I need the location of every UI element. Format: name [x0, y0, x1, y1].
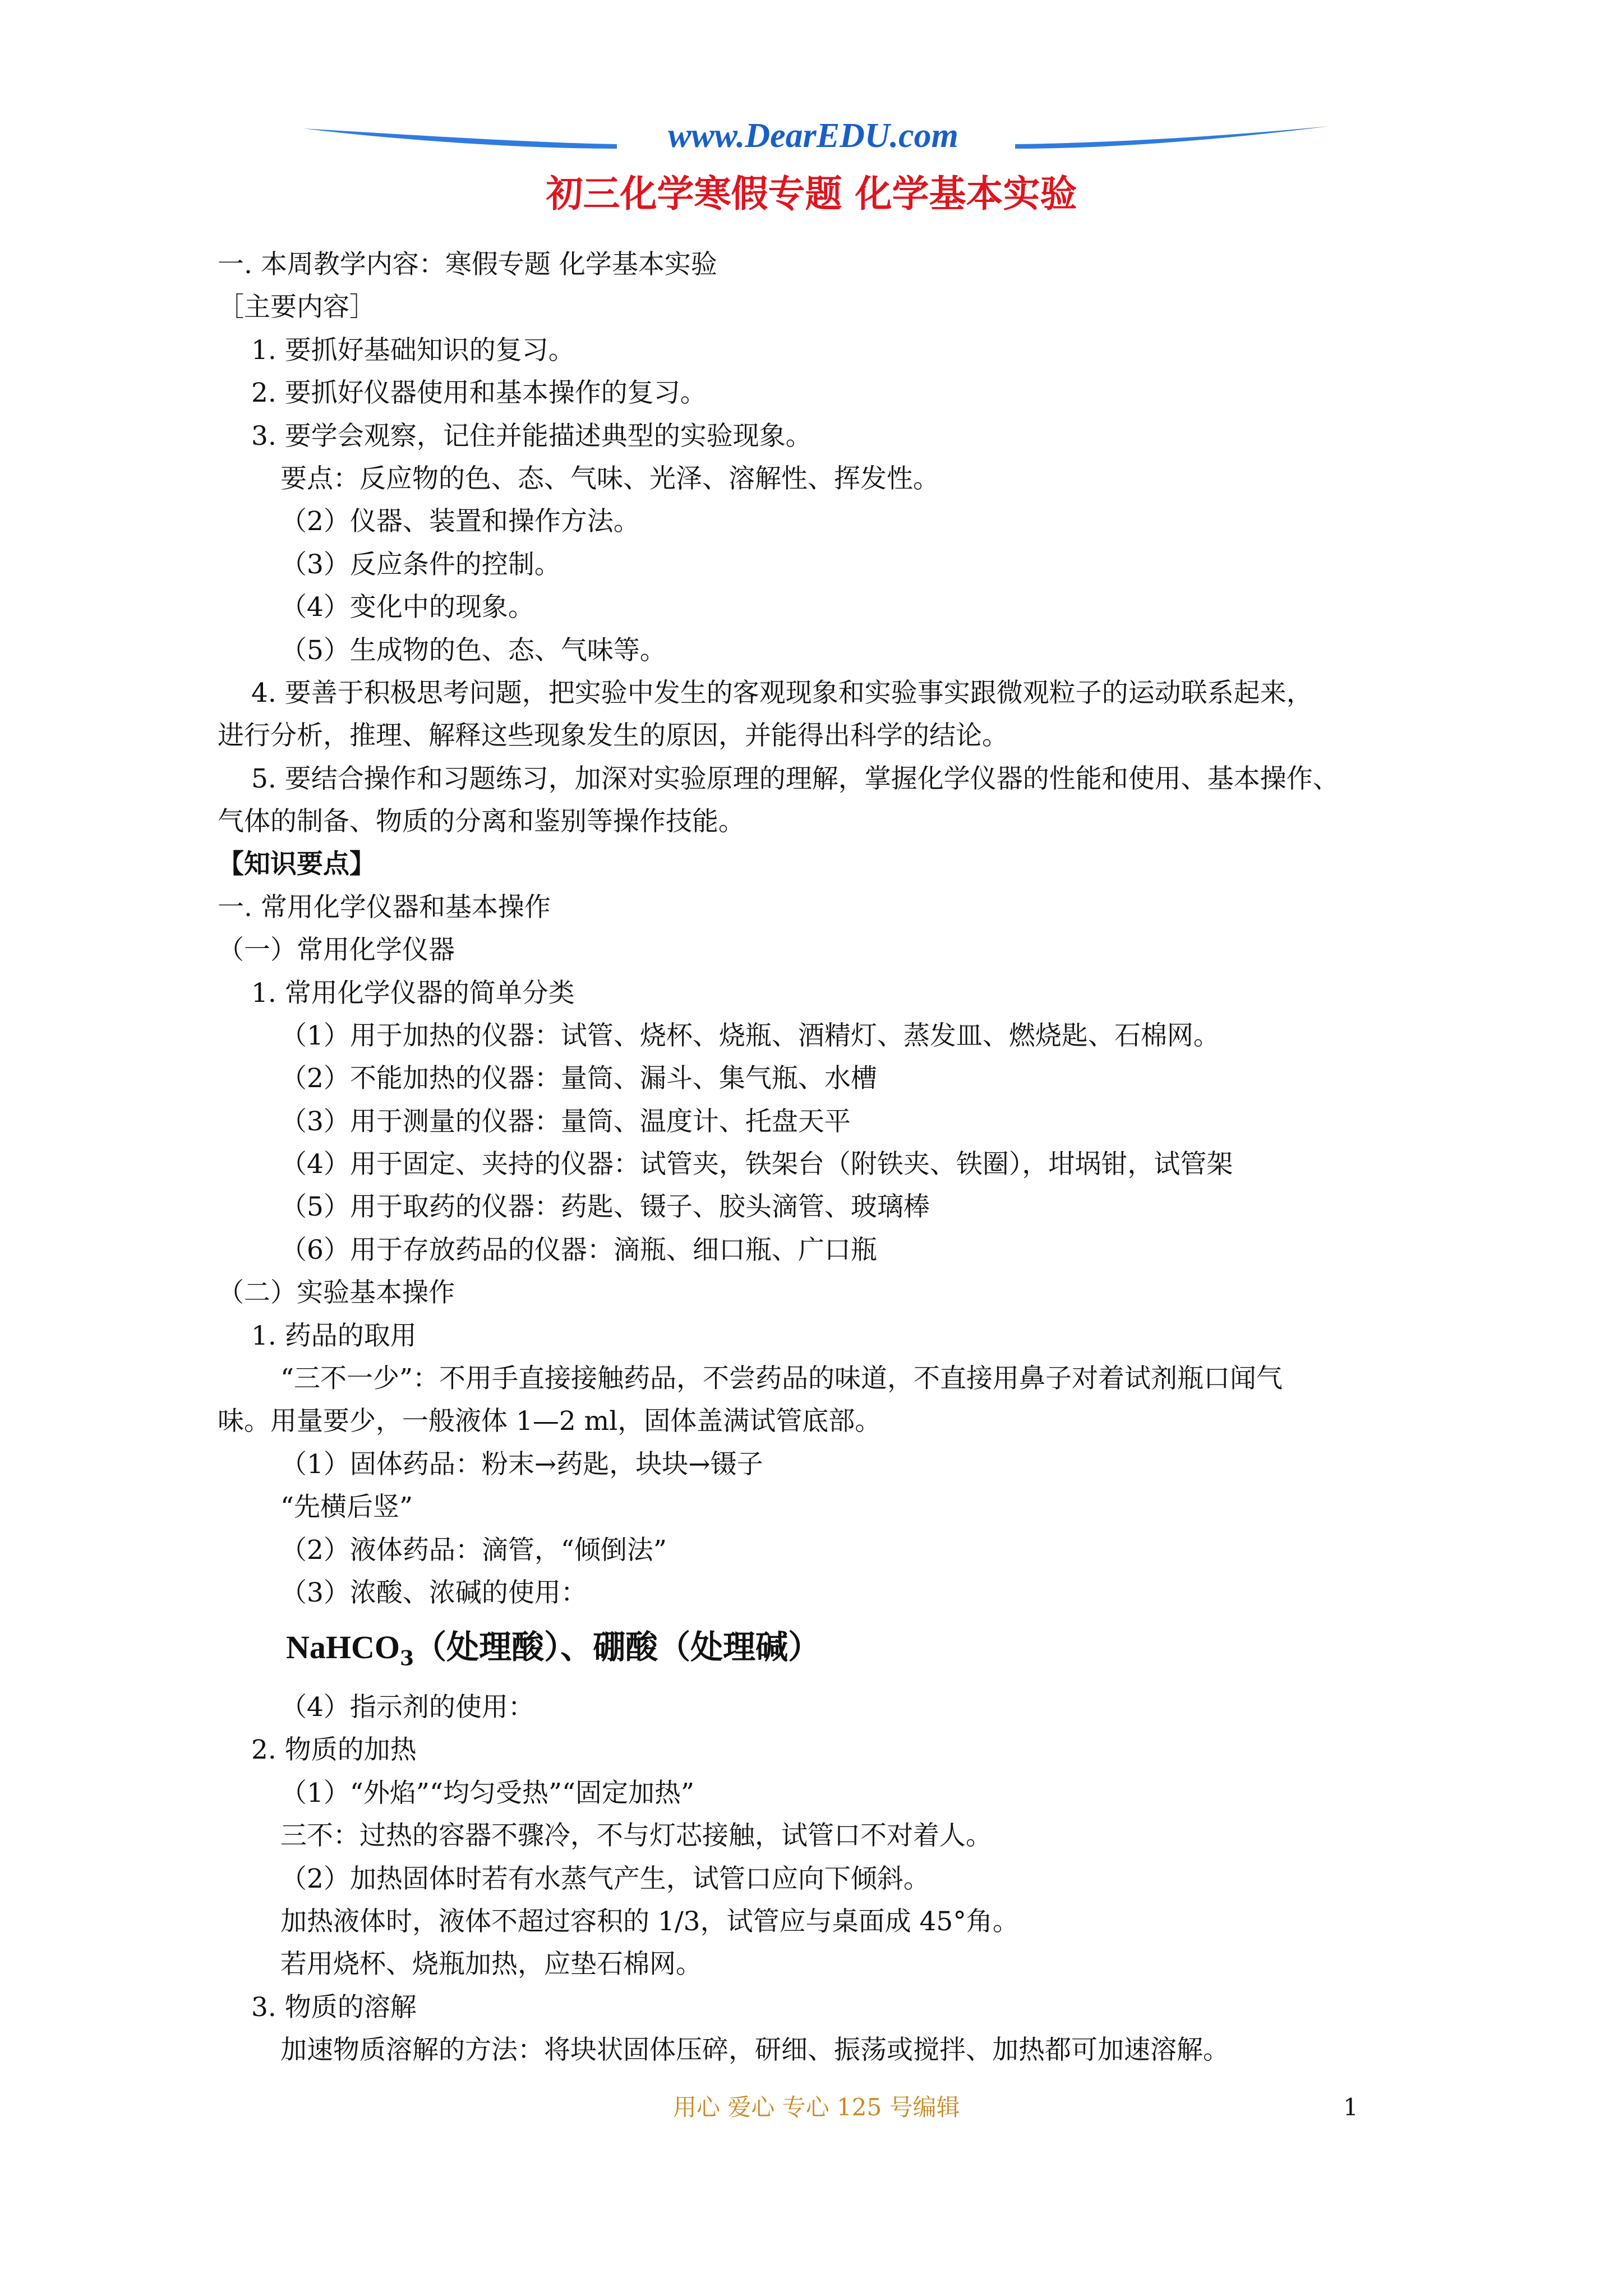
text-line: 1. 药品的取用	[251, 1320, 417, 1351]
text-line: 要点：反应物的色、态、气味、光泽、溶解性、挥发性。	[280, 463, 939, 494]
text-line: 味。用量要少，一般液体 1—2 ml，固体盖满试管底部。	[218, 1406, 882, 1437]
text-line: 5. 要结合操作和习题练习，加深对实验原理的理解，掌握化学仪器的性能和使用、基本操作、	[251, 763, 1339, 794]
text-line: ［主要内容］	[218, 292, 376, 323]
page-number: 1	[1343, 2093, 1358, 2121]
text-line: 1. 要抓好基础知识的复习。	[251, 335, 575, 366]
formula-base: NaHCO	[286, 1629, 400, 1665]
text-line: （2）仪器、装置和操作方法。	[280, 506, 640, 537]
text-line: 2. 物质的加热	[251, 1734, 417, 1765]
text-line: 三不：过热的容器不骤冷，不与灯芯接触，试管口不对着人。	[280, 1820, 992, 1851]
text-line: 2. 要抓好仪器使用和基本操作的复习。	[251, 378, 707, 408]
text-line: （5）生成物的色、态、气味等。	[280, 635, 666, 666]
text-line: 一. 常用化学仪器和基本操作	[218, 892, 551, 923]
formula-subscript: 3	[400, 1646, 414, 1671]
page-title: 初三化学寒假专题 化学基本实验	[546, 172, 1077, 215]
text-line: （5）用于取药的仪器：药匙、镊子、胶头滴管、玻璃棒	[280, 1191, 930, 1222]
text-line: （1）固体药品：粉末→药匙，块块→镊子	[280, 1449, 763, 1480]
footer-text: 用心 爱心 专心 125 号编辑	[673, 2093, 960, 2121]
text-line: （3）反应条件的控制。	[280, 549, 561, 580]
text-line: （4）变化中的现象。	[280, 592, 534, 623]
text-line: 3. 要学会观察，记住并能描述典型的实验现象。	[251, 421, 812, 452]
text-line: （2）不能加热的仪器：量筒、漏斗、集气瓶、水槽	[280, 1063, 877, 1094]
text-line: （3）用于测量的仪器：量筒、温度计、托盘天平	[280, 1106, 851, 1137]
text-line: 气体的制备、物质的分离和鉴别等操作技能。	[218, 806, 745, 837]
text-line: （2）加热固体时若有水蒸气产生，试管口应向下倾斜。	[280, 1864, 930, 1894]
text-line: （二）实验基本操作	[218, 1277, 455, 1308]
text-line: （1）“外焰”“均匀受热”“固定加热”	[280, 1778, 695, 1809]
text-line: （4）指示剂的使用：	[280, 1692, 534, 1723]
text-line: （4）用于固定、夹持的仪器：试管夹，铁架台（附铁夹、铁圈），坩埚钳，试管架	[280, 1149, 1233, 1180]
site-logo: www.DearEDU.com	[668, 117, 958, 155]
chemical-formula	[286, 1625, 820, 1681]
formula-rest: （处理酸）、硼酸（处理碱）	[414, 1628, 821, 1666]
text-line: 4. 要善于积极思考问题，把实验中发生的客观现象和实验事实跟微观粒子的运动联系起来，	[251, 678, 1313, 708]
text-line: “三不一少”：不用手直接接触药品，不尝药品的味道，不直接用鼻子对着试剂瓶口闻气	[280, 1363, 1283, 1394]
text-line: （2）液体药品：滴管，“倾倒法”	[280, 1535, 667, 1566]
text-line: （3）浓酸、浓碱的使用：	[280, 1577, 587, 1608]
text-line: 进行分析，推理、解释这些现象发生的原因，并能得出科学的结论。	[218, 720, 1008, 751]
section-heading: 【知识要点】	[218, 849, 376, 880]
text-line: （6）用于存放药品的仪器：滴瓶、细口瓶、广口瓶	[280, 1235, 877, 1266]
text-line: （一）常用化学仪器	[218, 935, 455, 965]
text-line: 一. 本周教学内容：寒假专题 化学基本实验	[218, 249, 717, 280]
text-line: 1. 常用化学仪器的简单分类	[251, 978, 575, 1009]
text-line: 加速物质溶解的方法：将块状固体压碎，研细、振荡或搅拌、加热都可加速溶解。	[280, 2035, 1229, 2065]
text-line: “先横后竖”	[280, 1492, 413, 1522]
text-line: （1）用于加热的仪器：试管、烧杯、烧瓶、酒精灯、蒸发皿、燃烧匙、石棉网。	[280, 1020, 1220, 1051]
text-line: 若用烧杯、烧瓶加热，应垫石棉网。	[280, 1949, 702, 1980]
text-line: 3. 物质的溶解	[251, 1992, 417, 2023]
text-line: 加热液体时，液体不超过容积的 1/3，试管应与桌面成 45°角。	[280, 1906, 1019, 1937]
